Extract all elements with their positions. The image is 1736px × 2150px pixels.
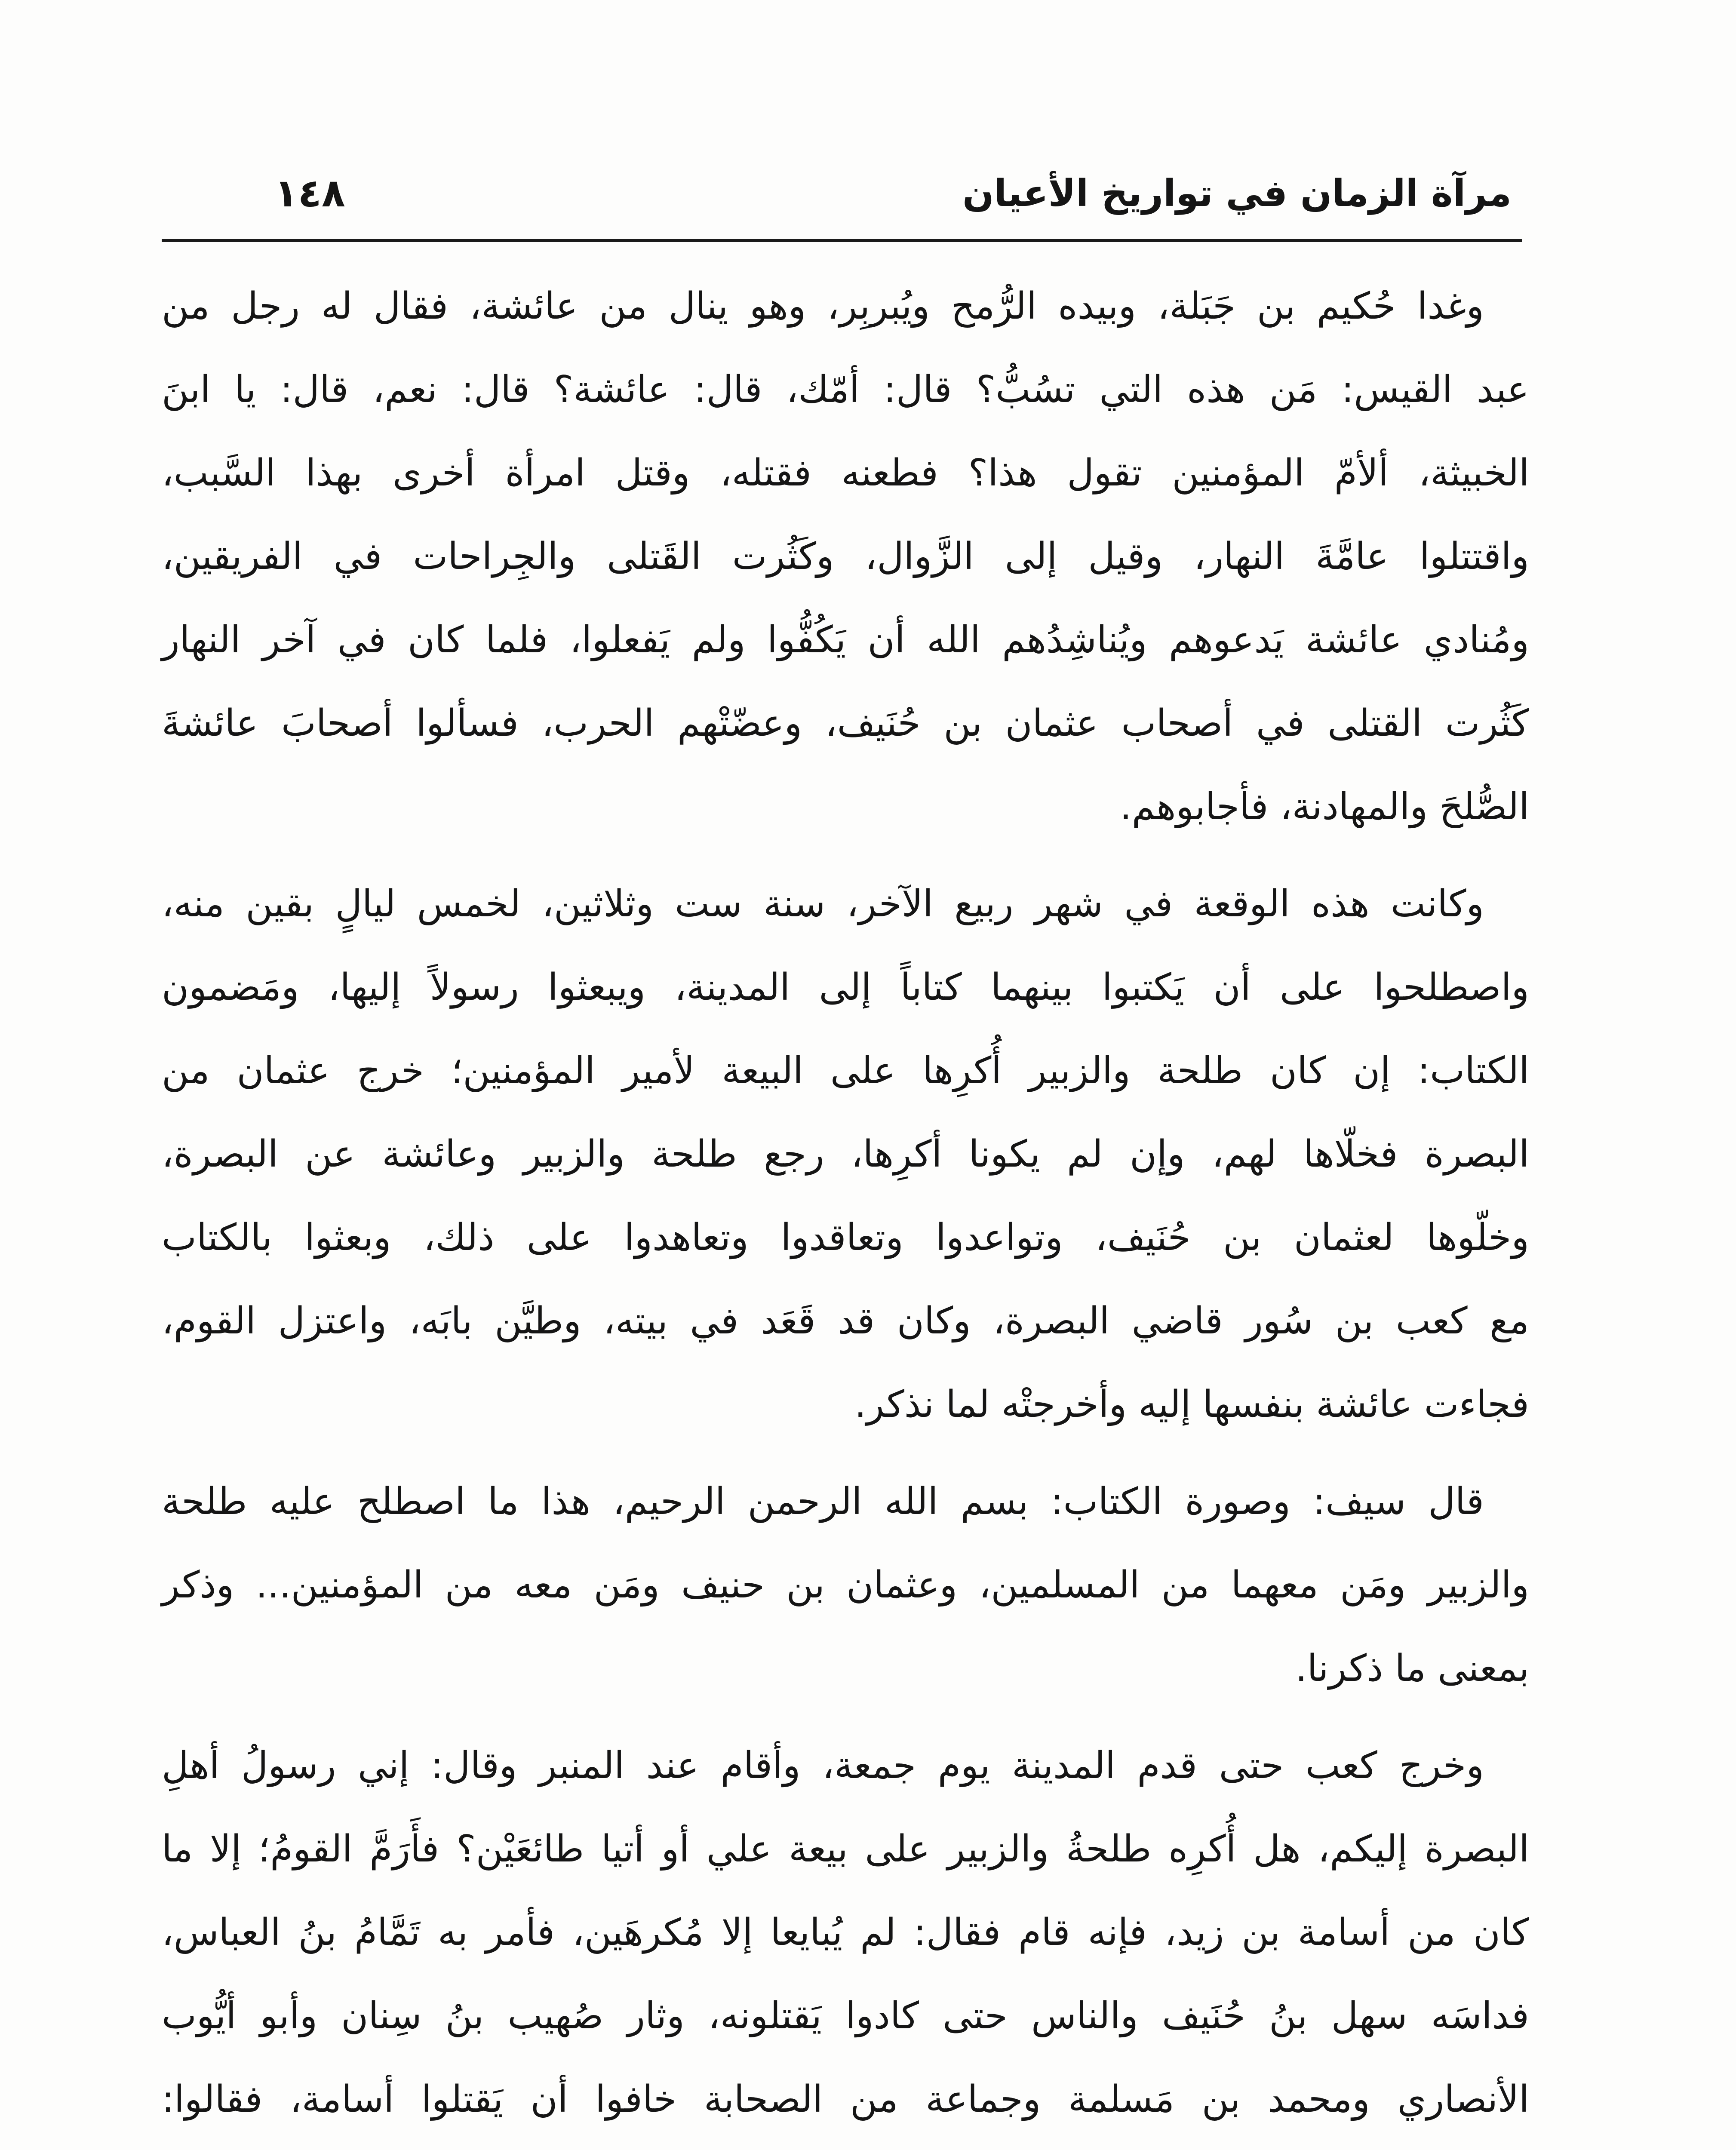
text-line: كان من أسامة بن زيد، فإنه قام فقال: لم يُبايعا إلا مُكرهَين، فأمر به تَمَّامُ بنُ العباس، (162, 1911, 1529, 1954)
text-line: عبد القيس: مَن هذه التي تسُبُّ؟ قال: أمّك، قال: عائشة؟ قال: نعم، قال: يا ابنَ (162, 368, 1529, 411)
body-text (162, 264, 1529, 2150)
text-line: وكانت هذه الوقعة في شهر ربيع الآخر، سنة ست وثلاثين، لخمس ليالٍ بقين منه، (162, 882, 1484, 925)
text-line: وخلّوها لعثمان بن حُنَيف، وتواعدوا وتعاقدوا وتعاهدوا على ذلك، وبعثوا بالكتاب (162, 1216, 1529, 1259)
text-line: مع كعب بن سُور قاضي البصرة، وكان قد قَعَد في بيته، وطيَّن بابَه، واعتزل القوم، (162, 1299, 1529, 1342)
paragraph (162, 264, 1529, 848)
text-line (162, 2141, 1529, 2150)
text-line: واصطلحوا على أن يَكتبوا بينهما كتاباً إلى المدينة، ويبعثوا رسولاً إليها، ومَضمون (162, 966, 1529, 1009)
text-line: بمعنى ما ذكرنا. (1295, 1647, 1529, 1690)
text-line: كَثُرت القتلى في أصحاب عثمان بن حُنَيف، وعضّتْهم الحرب، فسألوا أصحابَ عائشةَ (162, 702, 1529, 745)
text-line: وغدا حُكيم بن جَبَلة، وبيده الرُّمح ويُبربِر، وهو ينال من عائشة، فقال له رجل من (162, 285, 1484, 328)
text-line: فجاءت عائشة بنفسها إليه وأخرجتْه لما نذكر. (854, 1383, 1529, 1426)
text-line: وخرج كعب حتى قدم المدينة يوم جمعة، وأقام عند المنبر وقال: إني رسولُ أهلِ (162, 1744, 1484, 1787)
header-rule (162, 239, 1522, 242)
paragraph (162, 862, 1529, 1446)
running-header (162, 163, 1522, 224)
paragraph (162, 1724, 1529, 2150)
page-number: ١٤٨ (274, 171, 345, 216)
text-line: البصرة فخلّاها لهم، وإن لم يكونا أكرِها، رجع طلحة والزبير وعائشة عن البصرة، (162, 1133, 1529, 1176)
text-line: فداسَه سهل بنُ حُنَيف والناس حتى كادوا يَقتلونه، وثار صُهيب بنُ سِنان وأبو أيُّوب (162, 1994, 1529, 2037)
running-title: مرآة الزمان في تواريخ الأعيان (962, 172, 1512, 215)
text-line: الأنصاري ومحمد بن مَسلمة وجماعة من الصحابة خافوا أن يَقتلوا أسامة، فقالوا: (162, 2078, 1529, 2121)
text-line: ومُنادي عائشة يَدعوهم ويُناشِدُهم الله أن يَكُفُّوا ولم يَفعلوا، فلما كان في آخر النهار (162, 618, 1529, 661)
text-line: الصُّلحَ والمهادنة، فأجابوهم. (1120, 785, 1529, 828)
text-line: قال سيف: وصورة الكتاب: بسم الله الرحمن الرحيم، هذا ما اصطلح عليه طلحة (162, 1480, 1484, 1523)
text-line: واقتتلوا عامَّةَ النهار، وقيل إلى الزَّوال، وكَثُرت القَتلى والجِراحات في الفريقين، (162, 535, 1529, 578)
text-line: الكتاب: إن كان طلحة والزبير أُكرِها على البيعة لأمير المؤمنين؛ خرج عثمان من (162, 1049, 1529, 1092)
text-line: الخبيثة، ألأمّ المؤمنين تقول هذا؟ فطعنه فقتله، وقتل امرأة أخرى بهذا السَّبب، (162, 452, 1529, 494)
text-line: البصرة إليكم، هل أُكرِه طلحةُ والزبير على بيعة علي أو أتيا طائعَيْن؟ فأَرَمَّ القومُ؛ إلا ما (162, 1828, 1529, 1870)
text-line: والزبير ومَن معهما من المسلمين، وعثمان بن حنيف ومَن معه من المؤمنين... وذكر (162, 1563, 1529, 1606)
paragraph (162, 1460, 1529, 1710)
